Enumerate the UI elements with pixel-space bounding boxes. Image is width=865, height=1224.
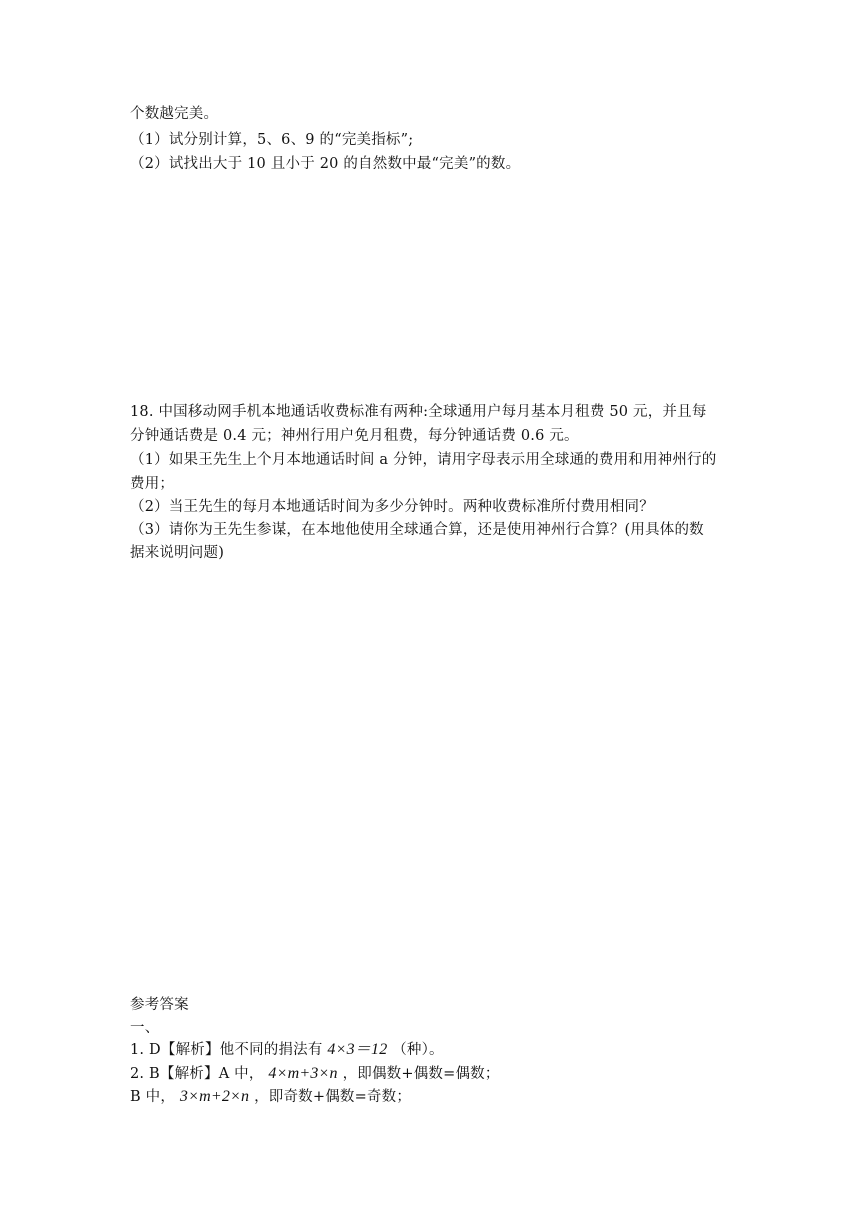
answer-1 <box>130 1040 444 1060</box>
answer-2-option-b-formula: 3×m+2×n <box>179 1088 250 1105</box>
problem17-question-2: （2）试找出大于 10 且小于 20 的自然数中最“完美”的数。 <box>130 156 521 172</box>
answer-2-formula: 4×m+3×n <box>268 1065 338 1082</box>
problem17-question-1: （1）试分别计算，5、6、9 的“完美指标”; <box>130 132 414 148</box>
problem18-question-3-cont: 据来说明问题) <box>130 545 225 561</box>
problem18-question-2: （2）当王先生的每月本地通话时间为多少分钟时。两种收费标准所付费用相同？ <box>130 499 654 515</box>
answers-section-label: 一、 <box>130 1020 160 1036</box>
answer-2-option-b-text: B 中， <box>130 1089 176 1105</box>
answer-1-text: 1. D【解析】他不同的捐法有 <box>130 1042 323 1058</box>
problem17-line-1: 个数越完美。 <box>130 106 219 122</box>
problem18-question-1: （1）如果王先生上个月本地通话时间 a 分钟，请用字母表示用全球通的费用和用神州行的 <box>130 452 717 468</box>
answers-heading: 参考答案 <box>130 997 189 1013</box>
problem18-question-1-cont: 费用； <box>130 476 175 492</box>
answer-1-unit: （种）。 <box>392 1042 444 1058</box>
problem18-stem-line-1: 18. 中国移动网手机本地通话收费标准有两种:全球通用户每月基本月租费 50 元，并且每 <box>130 404 707 420</box>
answer-2 <box>130 1064 500 1084</box>
answer-1-formula: 4×3＝12 <box>327 1041 388 1058</box>
problem18-stem-line-2: 分钟通话费是 0.4 元；神州行用户免月租费，每分钟通话费 0.6 元。 <box>130 428 579 444</box>
problem18-question-3: （3）请你为王先生参谋，在本地他使用全球通合算，还是使用神州行合算？(用具体的数 <box>130 522 704 538</box>
answer-2-option-b-conclusion: ，即奇数+偶数=奇数； <box>254 1089 412 1105</box>
answer-2-conclusion: ，即偶数+偶数=偶数； <box>342 1066 500 1082</box>
answer-2-option-b <box>130 1087 411 1107</box>
answer-2-text: 2. B【解析】A 中， <box>130 1066 264 1082</box>
